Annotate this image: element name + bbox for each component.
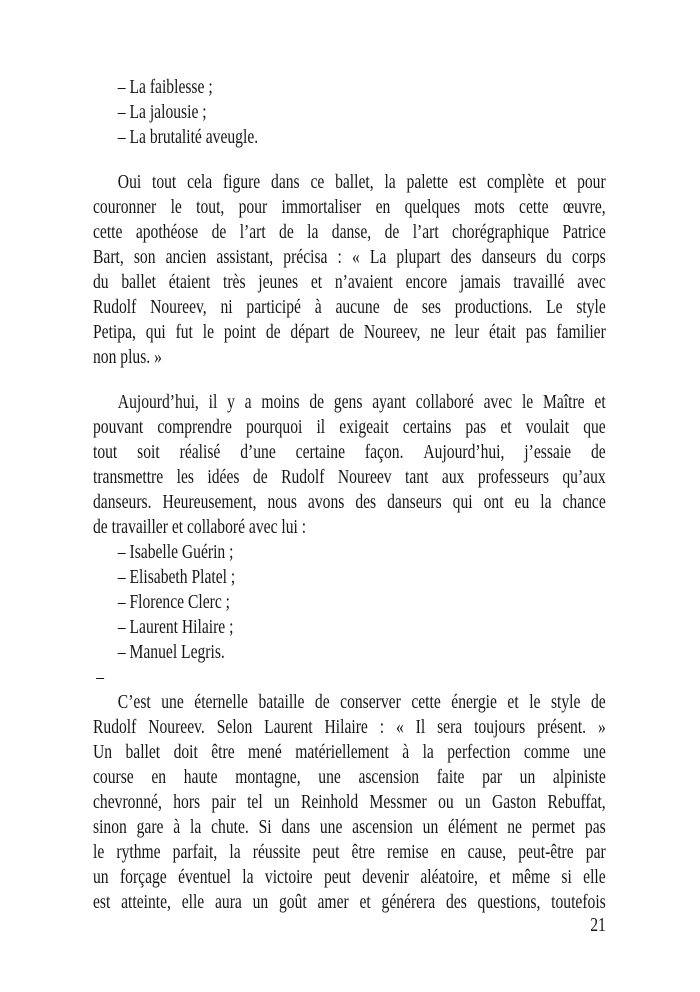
text-line: pouvant comprendre pourquoi il exigeait certains pas et voulait que: [93, 417, 606, 438]
text-line: course en haute montagne, une ascension faite par un alpiniste: [93, 767, 606, 788]
list-item: – La brutalité aveugle.: [117, 127, 259, 148]
dash-line: –: [96, 667, 104, 688]
text-line: le rythme parfait, la réussite peut être remise en cause, peut-être par: [93, 842, 606, 863]
text-line: couronner le tout, pour immortaliser en quelques mots cette œuvre,: [93, 197, 606, 218]
text-line: de travailler et collaboré avec lui :: [93, 517, 307, 538]
paragraph: [93, 170, 606, 370]
list-item: – La faiblesse ;: [117, 77, 213, 98]
paragraph: [93, 390, 606, 540]
text-line: cette apothéose de l’art de la danse, de l’art chorégraphique Patrice: [93, 222, 606, 243]
text-line: non plus. »: [93, 347, 162, 368]
page-number: 21: [590, 915, 606, 936]
text-line: transmettre les idées de Rudolf Noureev tant aux professeurs qu’aux: [93, 467, 606, 488]
text-line: Oui tout cela figure dans ce ballet, la palette est complète et pour: [117, 172, 606, 193]
dash-block: [93, 665, 606, 690]
list-item: – Elisabeth Platel ;: [117, 567, 236, 588]
text-line: danseurs. Heureusement, nous avons des danseurs qui ont eu la chance: [93, 492, 606, 513]
text-line: Un ballet doit être mené matériellement à la perfection comme une: [93, 742, 606, 763]
text-line: Petipa, qui fut le point de départ de Noureev, ne leur était pas familier: [93, 322, 606, 343]
list-item: – Laurent Hilaire ;: [117, 617, 234, 638]
text-line: Rudolf Noureev, ni participé à aucune de ses productions. Le style: [93, 297, 606, 318]
text-line: C’est une éternelle bataille de conserver cette énergie et le style de: [117, 692, 606, 713]
paragraph: [93, 690, 606, 915]
text-line: Aujourd’hui, il y a moins de gens ayant collaboré avec le Maître et: [117, 392, 606, 413]
dash-list: [93, 540, 606, 665]
text-column: [93, 75, 606, 915]
list-item: – Manuel Legris.: [117, 642, 225, 663]
text-line: chevronné, hors pair tel un Reinhold Messmer ou un Gaston Rebuffat,: [93, 792, 606, 813]
list-item: – La jalousie ;: [117, 102, 207, 123]
text-line: Rudolf Noureev. Selon Laurent Hilaire : « Il sera toujours présent. »: [93, 717, 606, 738]
text-line: du ballet étaient très jeunes et n’avaient encore jamais travaillé avec: [93, 272, 606, 293]
text-line: est atteinte, elle aura un goût amer et générera des questions, toutefois: [93, 892, 606, 913]
text-line: sinon gare à la chute. Si dans une ascension un élément ne permet pas: [93, 817, 606, 838]
text-line: un forçage éventuel la victoire peut devenir aléatoire, et même si elle: [93, 867, 606, 888]
dash-list: [93, 75, 606, 150]
list-item: – Florence Clerc ;: [117, 592, 230, 613]
text-line: tout soit réalisé d’une certaine façon. Aujourd’hui, j’essaie de: [93, 442, 606, 463]
text-line: Bart, son ancien assistant, précisa : « La plupart des danseurs du corps: [93, 247, 606, 268]
list-item: – Isabelle Guérin ;: [117, 542, 234, 563]
